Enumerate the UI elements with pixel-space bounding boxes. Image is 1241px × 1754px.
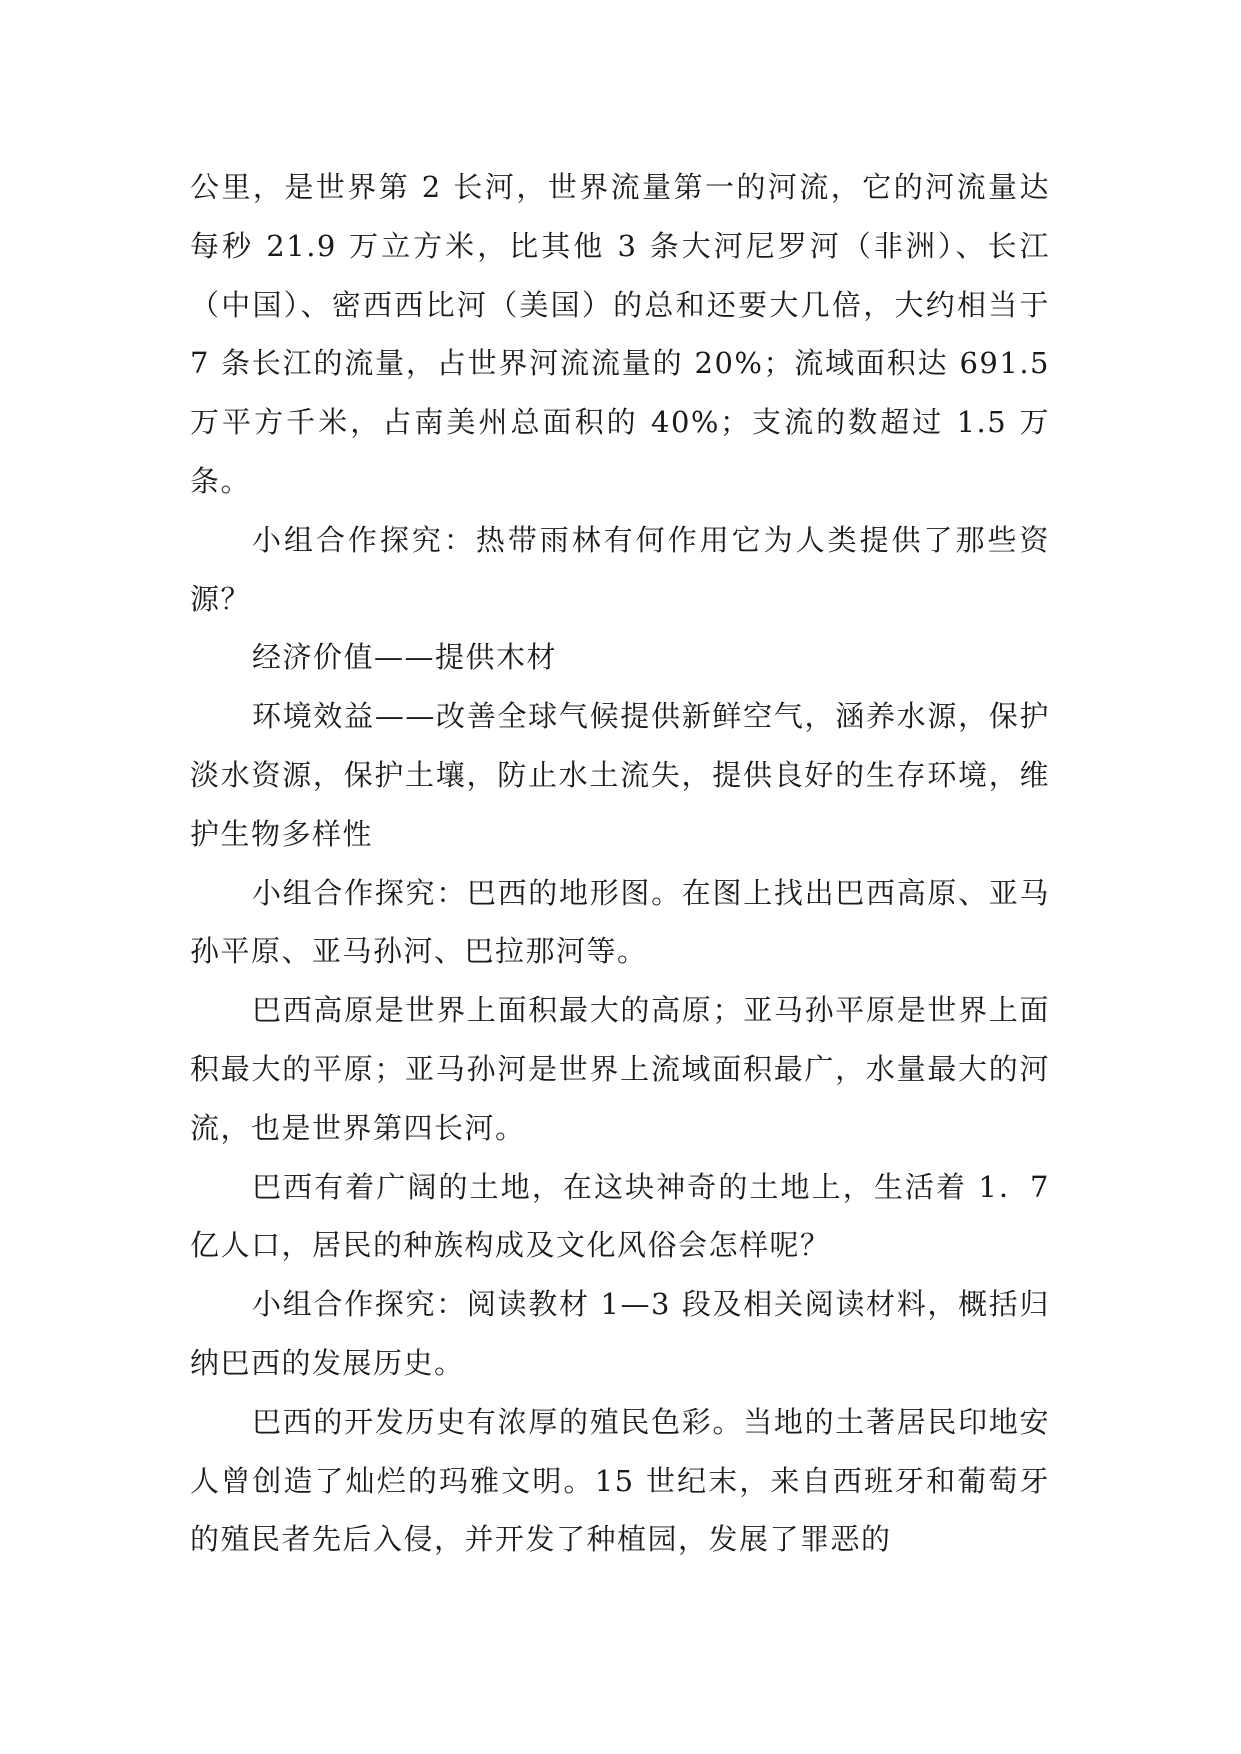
paragraph-environmental-benefit: 环境效益——改善全球气候提供新鲜空气，涵养水源，保护淡水资源，保护土壤，防止水土流失，提供良好的生存环境，维护生物多样性 — [190, 699, 1050, 851]
paragraph-history-task: 小组合作探究：阅读教材 1—3 段及相关阅读材料，概括归纳巴西的发展历史。 — [190, 1287, 1050, 1380]
paragraph-population: 巴西有着广阔的土地，在这块神奇的土地上，生活着 1．7 亿人口，居民的种族构成及文化风俗会怎样呢？ — [190, 1169, 1050, 1263]
paragraph-terrain-facts: 巴西高原是世界上面积最大的高原；亚马孙平原是世界上面积最大的平原；亚马孙河是世界上流域面积最广，水量最大的河流，也是世界第四长河。 — [190, 993, 1050, 1145]
paragraph-economic-value: 经济价值——提供木材 — [252, 640, 558, 675]
paragraph-rainforest-question: 小组合作探究：热带雨林有何作用它为人类提供了那些资源？ — [190, 522, 1050, 616]
paragraph-colonial-history: 巴西的开发历史有浓厚的殖民色彩。当地的土著居民印地安人曾创造了灿烂的玛雅文明。15 世纪末，来自西班牙和葡萄牙的殖民者先后入侵，并开发了种植园，发展了罪恶的 — [190, 1404, 1050, 1557]
paragraph-amazon-river-stats: 公里，是世界第 2 长河，世界流量第一的河流，它的河流量达每秒 21.9 万立方米，比其他 3 条大河尼罗河（非洲）、长江（中国）、密西西比河（美国）的总和还要大几倍，大约相当于 7 条长江的流量，占世界河流流量的 20%；流域面积达 691.5 万平方千米，占南美州总面积的 40%；支流的数超过 1.5 万条。 — [190, 170, 1050, 498]
paragraph-terrain-map-task: 小组合作探究：巴西的地形图。在图上找出巴西高原、亚马孙平原、亚马孙河、巴拉那河等。 — [190, 875, 1050, 969]
document-body — [190, 158, 1050, 1569]
